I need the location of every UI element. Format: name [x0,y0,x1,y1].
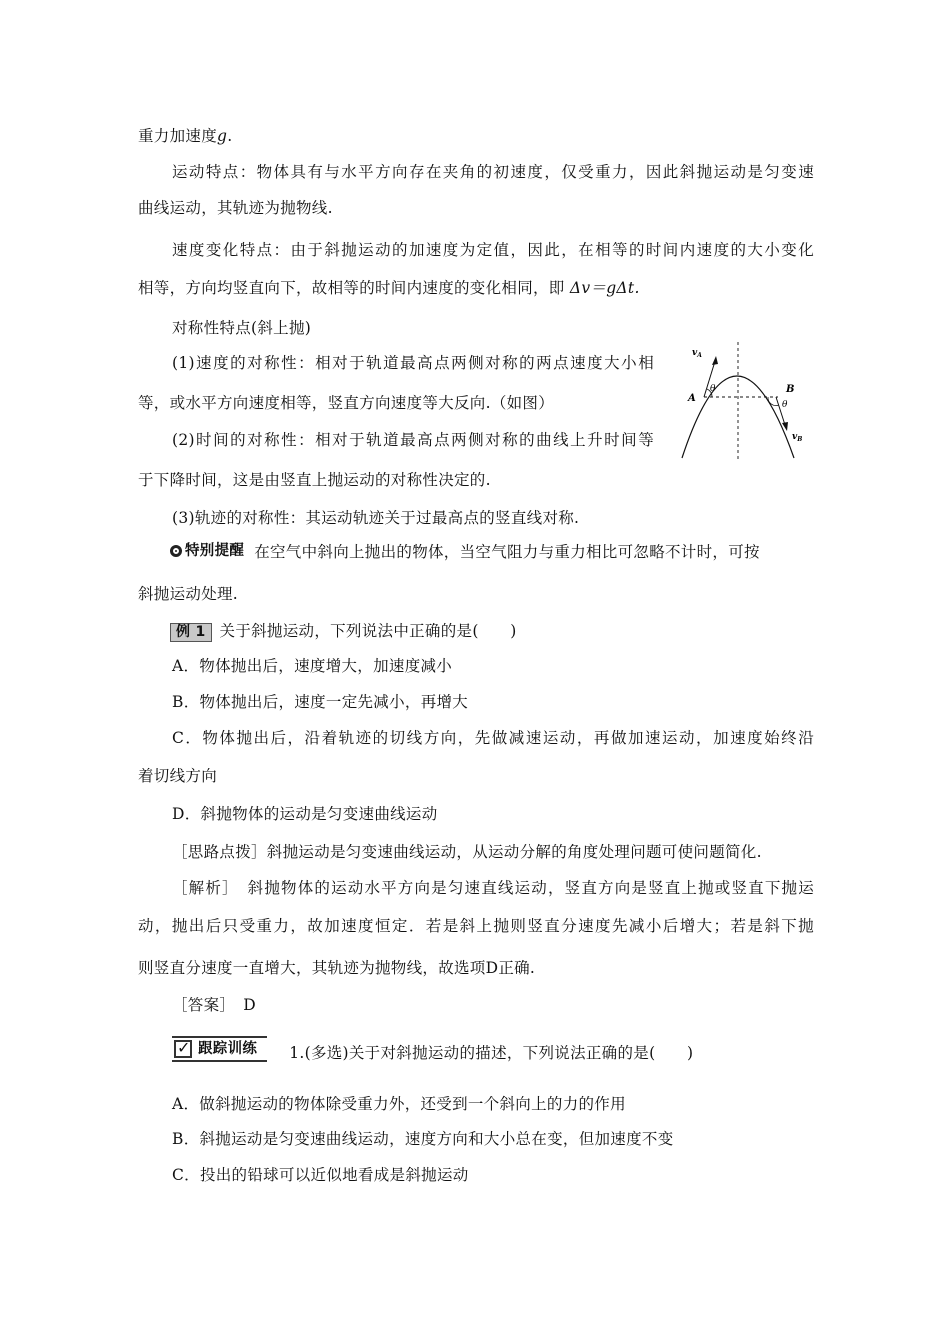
paragraph-line: (1)速度的对称性：相对于轨道最高点两侧对称的两点速度大小相 [172,354,654,372]
q1-option-c: C．投出的铅球可以近似地看成是斜抛运动 [172,1166,469,1184]
projectile-diagram [676,336,812,464]
q1-option-a: A．做斜抛运动的物体除受重力外，还受到一个斜向上的力的作用 [172,1095,626,1113]
track-line: ✓ 跟踪训练 1.(多选)关于对斜抛运动的描述，下列说法正确的是( ) [172,1036,693,1063]
option-b: B．物体抛出后，速度一定先减小，再增大 [172,693,469,711]
paragraph-line: (2)时间的对称性：相对于轨道最高点两侧对称的曲线上升时间等 [172,431,654,449]
example-badge: 例 1 [170,623,212,642]
formula: Δv＝gΔt. [569,279,640,297]
label-point-a: A [688,393,696,404]
paragraph-line: 于下降时间，这是由竖直上抛运动的对称性决定的. [138,471,491,489]
tip-badge: 特别提醒 [170,541,244,561]
option-c-cont: 着切线方向 [138,767,218,785]
label-theta-b: θ [782,400,788,410]
option-a: A．物体抛出后，速度增大，加速度减小 [172,657,453,675]
tracking-badge: ✓ 跟踪训练 [172,1036,267,1062]
paragraph-line: (3)轨迹的对称性：其运动轨迹关于过最高点的竖直线对称. [172,509,580,527]
label-point-b: B [786,384,795,395]
tip-line: 特别提醒 在空气中斜向上抛出的物体，当空气阻力与重力相比可忽略不计时，可按 [170,541,760,562]
option-c: C．物体抛出后，沿着轨迹的切线方向，先做减速运动，再做加速运动，加速度始终沿 [172,729,814,747]
paragraph-line: 相等，方向均竖直向下，故相等的时间内速度的变化相同，即 Δv＝gΔt. [138,279,640,297]
answer-line: ［答案］ D [172,996,256,1014]
arrowhead-a [712,356,718,365]
label-theta-a: θ [710,384,716,394]
analysis-line: ［解析］ 斜抛物体的运动水平方向是匀速直线运动，竖直方向是竖直上抛或竖直下抛运 [172,879,814,897]
label-v-b: $v_B$ [792,432,803,443]
option-d: D．斜抛物体的运动是匀变速曲线运动 [172,805,438,823]
paragraph-line: 斜抛运动处理. [138,585,239,603]
paragraph-line: 曲线运动，其轨迹为抛物线. [138,199,333,217]
tip-icon [170,545,182,557]
example-line: 例 1 关于斜抛运动，下列说法中正确的是( ) [170,621,517,642]
paragraph-line: 速度变化特点：由于斜抛运动的加速度为定值，因此，在相等的时间内速度的大小变化 [172,241,814,259]
paragraph-line: 等，或水平方向速度相等，竖直方向速度等大反向.（如图） [138,394,555,412]
paragraph-line: 重力加速度g. [138,127,233,145]
hint-line: ［思路点拨］斜抛运动是匀变速曲线运动，从运动分解的角度处理问题可使问题简化. [172,843,762,861]
paragraph-line: 运动特点：物体具有与水平方向存在夹角的初速度，仅受重力，因此斜抛运动是匀变速 [172,163,814,181]
q1-option-b: B．斜抛运动是匀变速曲线运动，速度方向和大小总在变，但加速度不变 [172,1130,674,1148]
label-v-a: $v_A$ [692,348,702,359]
analysis-line: 则竖直分速度一直增大，其轨迹为抛物线，故选项D正确. [138,959,536,977]
analysis-line: 动，抛出后只受重力，故加速度恒定．若是斜上抛则竖直分速度先减小后增大；若是斜下抛 [138,917,814,935]
check-icon [174,1040,192,1058]
section-heading: 对称性特点(斜上抛) [172,319,312,337]
